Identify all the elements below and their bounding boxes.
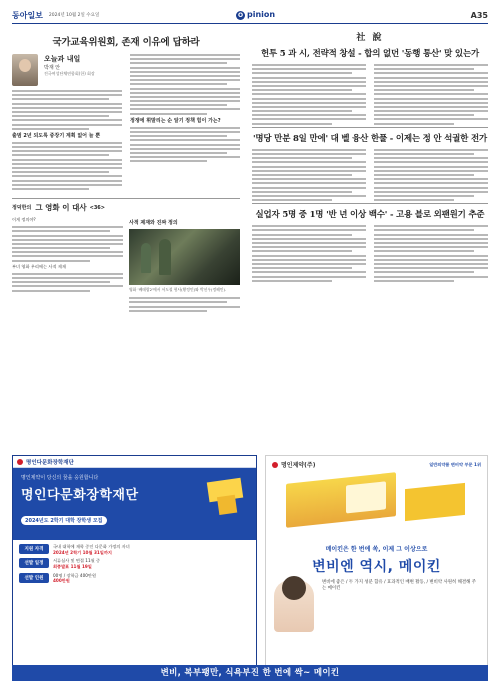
detail-value: 00명 / 장학금 400만원 400만원 — [53, 572, 96, 584]
column-body-right — [130, 54, 240, 192]
brand-logo-icon — [17, 459, 23, 465]
body-text — [12, 273, 123, 292]
body-text — [130, 127, 240, 163]
column-subhead-2: 정쟁에 휘말리는 순 알기 정책 힘이 가는? — [130, 117, 221, 124]
scholarship-brand-name: 명인다문화장학재단 — [26, 459, 74, 466]
scholarship-headline: 명인다문화장학재단 — [21, 488, 139, 503]
detail-key: 지원 자격 — [19, 544, 49, 554]
scholarship-details — [13, 540, 256, 591]
scholarship-brand — [13, 456, 256, 468]
detail-value: 국내 대학에 재학 중인 다문화 가정의 자녀 2024년 2학기 10월 31일까지 — [53, 544, 130, 555]
column-body — [12, 54, 240, 192]
body-text — [12, 90, 122, 130]
film-title: 사적 제재와 진짜 정의 — [129, 220, 178, 227]
detail-key: 선발 일정 — [19, 558, 49, 568]
scholarship-subheadline: 2024년도 2학기 대학 장학생 모집 — [21, 516, 107, 525]
column-title: 국가교육위원회, 존재 이유에 답하라 — [52, 37, 200, 48]
section-name — [236, 10, 275, 20]
section-label: pinion — [247, 10, 276, 19]
advertisement-area — [12, 455, 488, 681]
pharma-brand: 명인제약(주) — [272, 460, 315, 469]
film-still-image — [129, 229, 240, 285]
author-block — [12, 54, 122, 86]
scholarship-tagline: 명인제약이 당신의 꿈을 응원합니다 — [21, 475, 99, 481]
editorial-title-2: '명당 만분 8일 만에' 대 벨 융산 한풀 - 이제는 정 안 석궐한 전가 — [253, 133, 487, 144]
column-article — [12, 28, 240, 314]
film-column-title: 그 영화 이 대사 — [35, 203, 87, 213]
ad-description: 변비에 좋은 / 두 가지 성분 함유 / 효과적인 배변 활동, / 변비약 사원히 해결해 주는 메이킨 — [322, 580, 477, 592]
ad-hero-text: 변비엔 역시, 메이킨 — [312, 559, 441, 575]
film-column-label: 정덕한의 — [12, 205, 32, 212]
laxative-ad-top — [266, 456, 487, 473]
newspaper-logo: 동아일보 — [12, 9, 43, 20]
author-meta — [44, 54, 95, 77]
film-column-episode: <36> — [89, 204, 105, 211]
product-badge: 일반의약품 변비약 부문 1위 — [429, 461, 481, 467]
laxative-ad[interactable] — [265, 455, 488, 681]
detail-row — [19, 544, 250, 555]
film-quote-2: 부녀 영화 우리에는 사적 제재 — [12, 263, 66, 269]
editorial-2-body — [252, 149, 488, 203]
editorial-2 — [252, 127, 488, 203]
scholarship-banner — [13, 468, 256, 540]
film-still-caption: 영화 '베테랑2'에서 서도철 형사(황정민)와 박선우(정해인). — [129, 287, 227, 293]
film-column-left — [12, 217, 123, 314]
header-rule — [12, 23, 488, 24]
page-header — [12, 8, 488, 22]
detail-row — [19, 573, 250, 584]
product-package-image — [405, 483, 465, 521]
film-column-right — [129, 217, 240, 314]
detail-key: 선발 인원 — [19, 573, 49, 583]
issue-date: 2024년 10월 2일 수요일 — [48, 13, 100, 18]
film-column-header — [12, 198, 240, 213]
author-name: 박재 안 — [44, 65, 61, 71]
editorials — [252, 28, 488, 284]
column-kicker: 오늘과 내일 — [44, 55, 81, 63]
product-package-image — [286, 472, 396, 528]
editorial-3 — [252, 203, 488, 284]
editorial-3-body — [252, 225, 488, 284]
body-text — [129, 297, 240, 312]
author-photo — [12, 54, 38, 86]
scholarship-ad[interactable] — [12, 455, 257, 681]
film-column — [12, 217, 240, 314]
film-quote-1: 이게 정의야? — [12, 217, 36, 223]
editorial-title-3: 실업자 5명 중 1명 '반 년 이상 백수' - 고용 블로 외팬원기 추준 — [255, 210, 485, 221]
model-image — [274, 580, 314, 632]
brand-logo-icon — [272, 462, 278, 468]
page-number: A35 — [470, 10, 488, 20]
column-body-left — [12, 54, 122, 192]
section-mark: O — [237, 12, 244, 19]
body-text — [12, 226, 123, 262]
editorial-title-1: 헌투 5 과 시, 전략적 창설 - 합의 없던 '동행 통산' 맞 있는가 — [261, 49, 479, 59]
detail-row — [19, 558, 250, 569]
author-affiliation: 전국여성단체연합회(한) 회장 — [44, 71, 95, 76]
ad-slogan: 메이킨은 한 번에 쏙, 이제 그 이상으로 — [325, 546, 428, 553]
editorial-label: 社 說 — [356, 33, 384, 43]
editorial-1-body — [252, 64, 488, 127]
body-text — [130, 54, 240, 115]
body-text — [12, 142, 122, 190]
column-subhead-1: 출범 2년 되도록 중장기 계획 없어 늘 뿐 — [12, 132, 101, 139]
bottom-ad-banner[interactable]: 변비, 복부팽만, 식욕부진 한 번에 싹~ 메이킨 — [12, 665, 488, 681]
detail-value: 서류심사 및 면접 11월 중 최종발표 11월 19일 — [53, 558, 101, 570]
